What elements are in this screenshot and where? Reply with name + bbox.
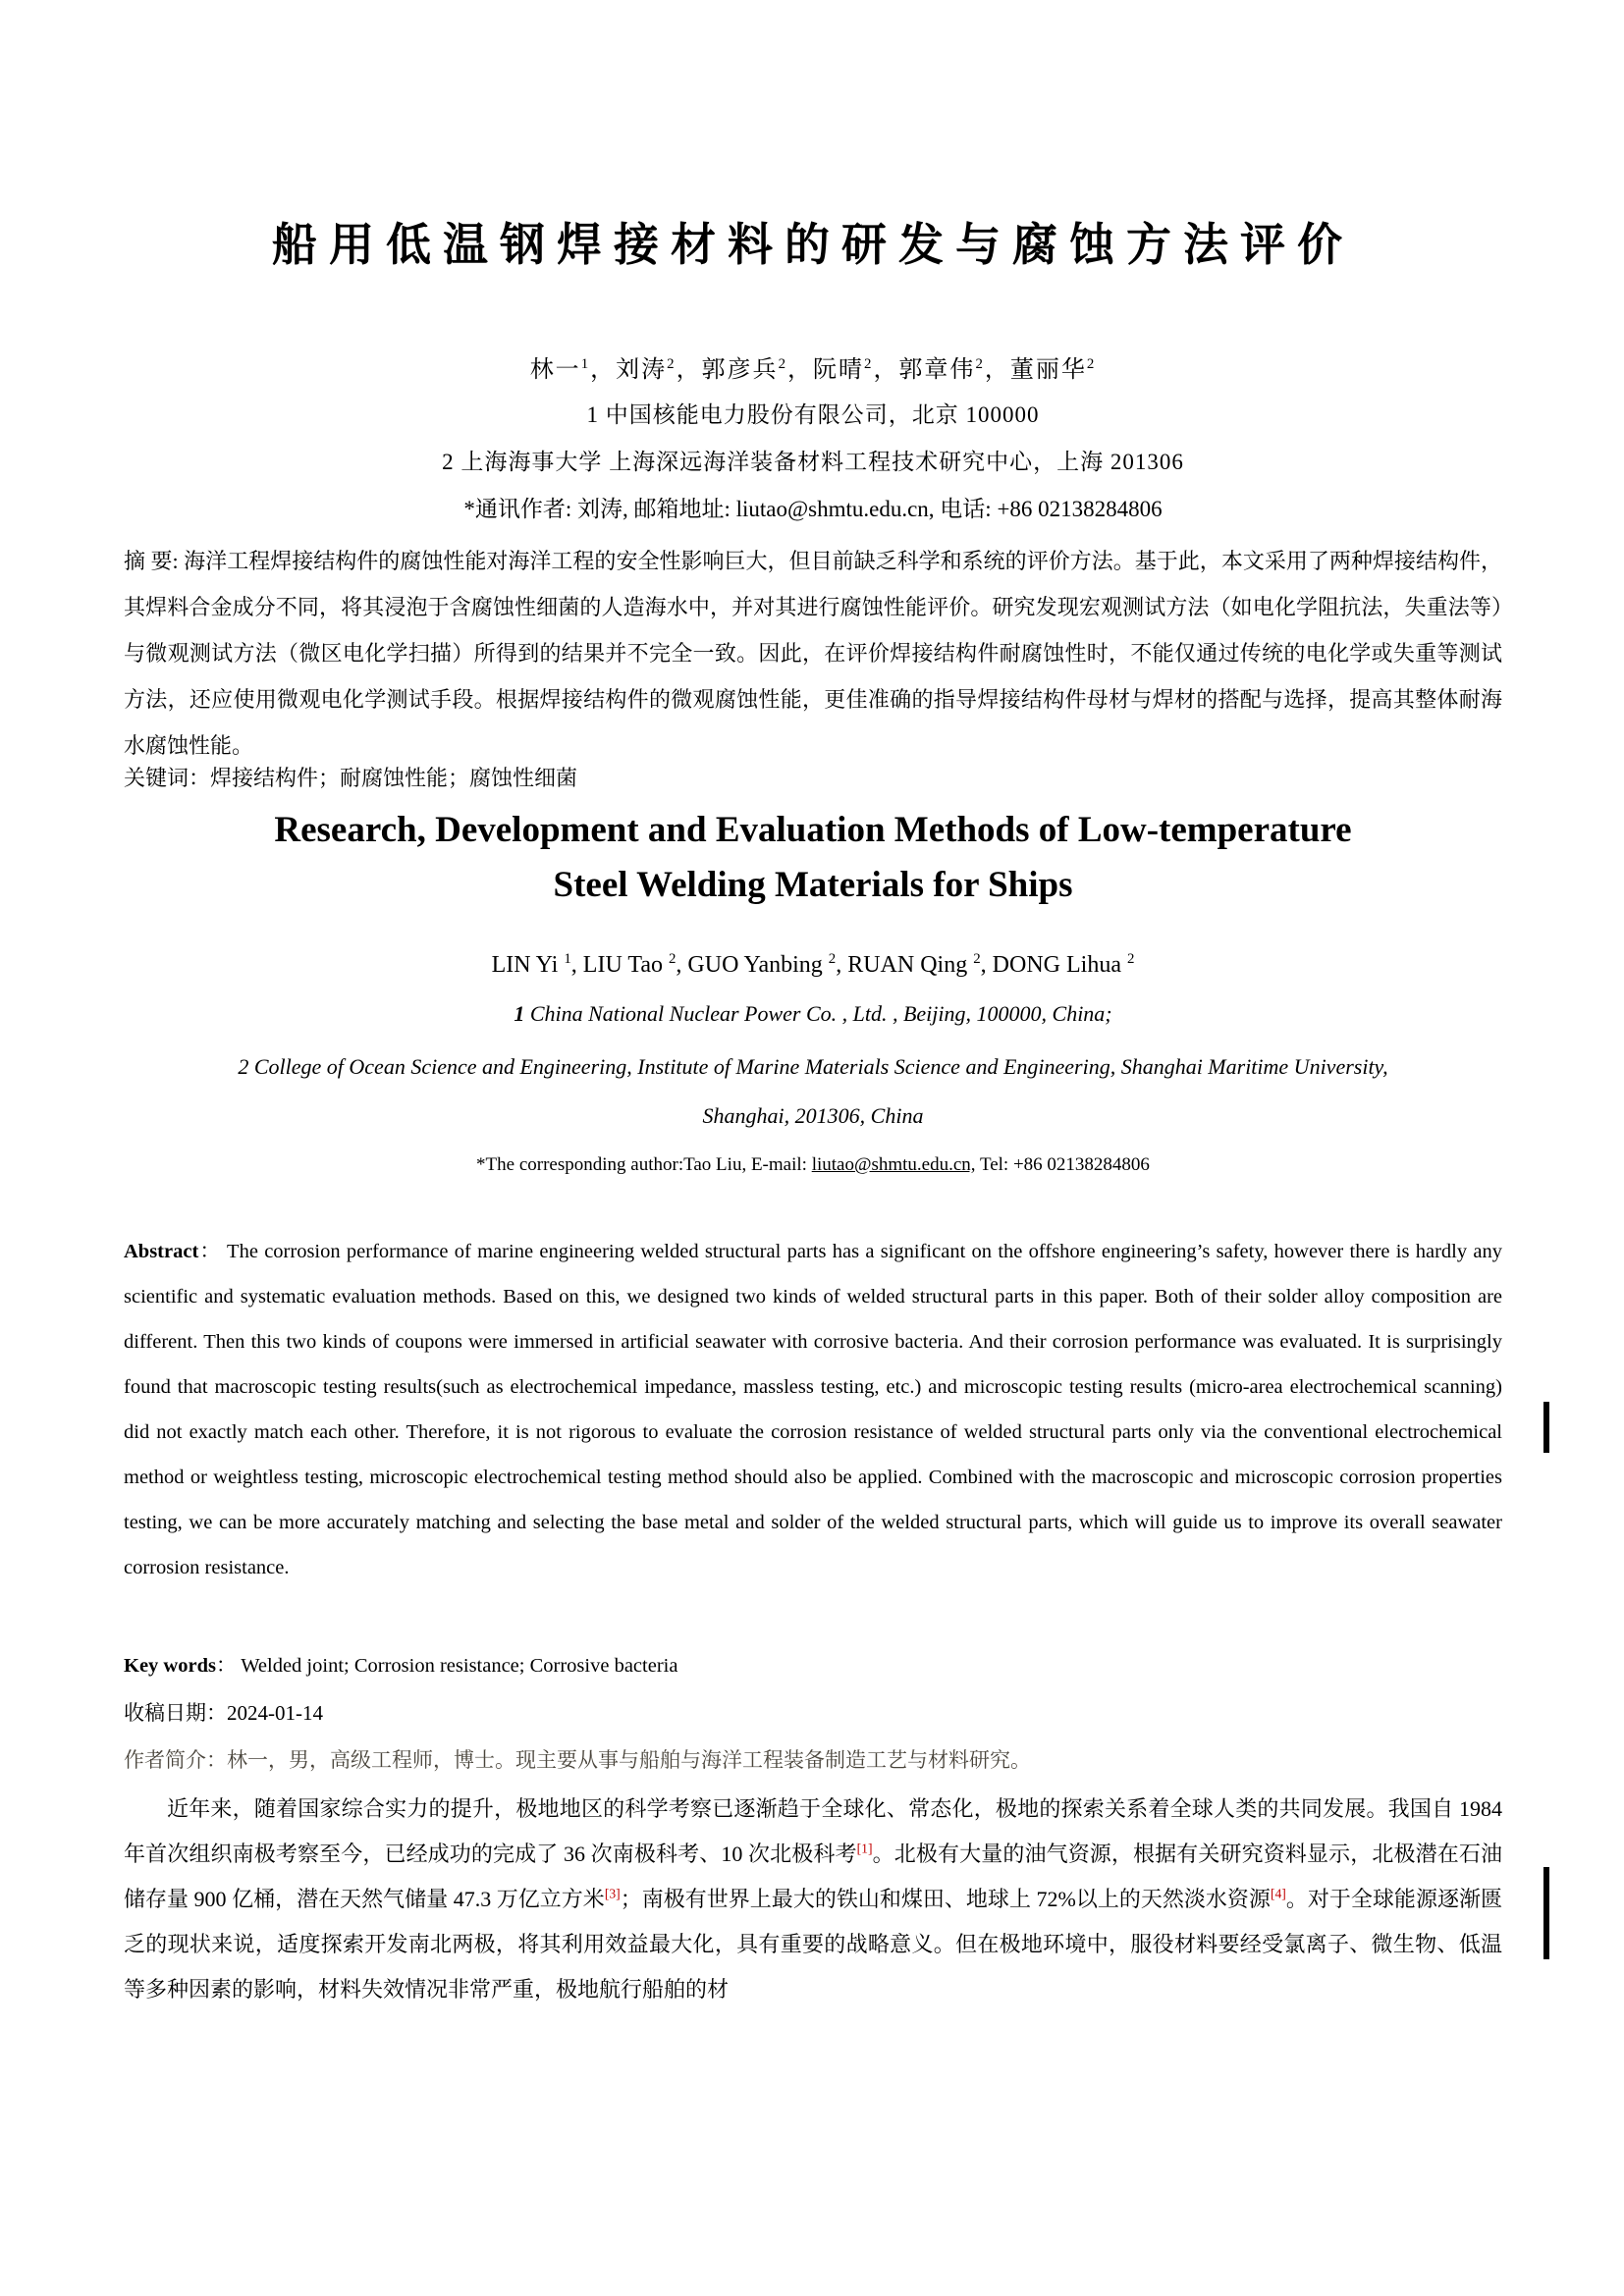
text-segment: 。对于全球能源逐渐匮乏的现状来说，适度探索开发南北两极，将其利用效益最大化，具有重要的战略意义。但在极地环境中，服役材料要经受氯离子、微生物、低温等多种因素的影响，材料失效情况非常严重，极地航行船舶的材 — [124, 1887, 1502, 2002]
english-title-line1: Research, Development and Evaluation Methods of Low-temperature — [274, 810, 1352, 850]
citation-superscript: 2 — [828, 951, 837, 967]
text-segment: ，董丽华 — [984, 357, 1087, 383]
english-abstract — [124, 1229, 1502, 1590]
text-segment: Shanghai, 201306, China — [702, 1103, 924, 1128]
citation-superscript: [4] — [1270, 1886, 1286, 1901]
citation-superscript: 2 — [1086, 356, 1097, 372]
text-segment: , RUAN Qing — [836, 952, 974, 978]
text-segment: 海洋工程焊接结构件的腐蚀性能对海洋工程的安全性影响巨大，但目前缺乏科学和系统的评价方法。基于此，本文采用了两种焊接结构件，其焊料合金成分不同，将其浸泡于含腐蚀性细菌的人造海水中，并对其进行腐蚀性能评价。研究发现宏观测试方法（如电化学阻抗法，失重法等）与微观测试方法（微区电化学扫描）所得到的结果并不完全一致。因此，在评价焊接结构件耐腐蚀性时，不能仅通过传统的电化学或失重等测试方法，还应使用微观电化学测试手段。根据焊接结构件的微观腐蚀性能，更佳准确的指导焊接结构件母材与焊材的搭配与选择，提高其整体耐海水腐蚀性能。 — [124, 549, 1502, 758]
text-segment: LIN Yi — [491, 952, 565, 978]
chinese-abstract — [124, 538, 1502, 769]
chinese-author-list — [124, 355, 1502, 385]
text-segment: ： The corrosion performance of marine engineering welded structural parts has a significant on the offshore engineering’s safety, however there is hardly any scientific and systematic evaluation methods. Based on this, we designed two kinds of welded structural parts in this paper. Both of their solder alloy composition are different. Then this two kinds of coupons were immersed in artificial seawater with corrosive bacteria. And their corrosion performance was evaluated. It is surprisingly found that macroscopic testing results(such as electrochemical impedance, massless testing, etc.) and microscopic testing results (micro-area electrochemical scanning) did not exactly match each other. Therefore, it is not rigorous to evaluate the corrosion resistance of welded structural parts only via the conventional electrochemical method or weightless testing, microscopic electrochemical testing method should also be applied. Combined with the macroscopic and microscopic corrosion properties testing, we can be more accurately matching and selecting the base metal and solder of the welded structural parts, which will guide us to improve its overall seawater corrosion resistance. — [124, 1241, 1502, 1578]
citation-superscript: 2 — [667, 356, 677, 372]
english-corresponding-author — [124, 1152, 1502, 1178]
chinese-title: 船用低温钢焊接材料的研发与腐蚀方法评价 — [272, 219, 1354, 270]
text-segment: Abstract — [124, 1241, 199, 1262]
chinese-affiliation-2: 2 上海海事大学 上海深远海洋装备材料工程技术研究中心，上海 201306 — [442, 450, 1184, 474]
citation-superscript: [3] — [604, 1886, 621, 1901]
english-affiliation-2 — [124, 1052, 1502, 1082]
text-segment: 1 — [514, 1001, 530, 1026]
text-segment: Tel: +86 02138284806 — [975, 1154, 1150, 1175]
citation-superscript: 2 — [973, 951, 981, 967]
revision-change-bar-1 — [1543, 1402, 1549, 1453]
email-link[interactable]: liutao@shmtu.edu.cn, — [811, 1154, 976, 1175]
citation-superscript: 2 — [1126, 951, 1135, 967]
text-segment: ，刘涛 — [590, 357, 668, 383]
text-segment: *The corresponding author:Tao Liu, E-mail: — [476, 1154, 812, 1175]
english-author-list — [124, 950, 1502, 980]
text-segment: 林一 — [529, 357, 581, 383]
english-title-line2: Steel Welding Materials for Ships — [553, 865, 1073, 905]
revision-change-bar-2 — [1543, 1867, 1549, 1959]
citation-superscript: 2 — [975, 356, 985, 372]
text-segment: ： Welded joint; Corrosion resistance; Corrosive bacteria — [215, 1655, 678, 1677]
text-segment: ，郭彦兵 — [676, 357, 779, 383]
text-segment: , LIU Tao — [570, 952, 669, 978]
text-segment: ；南极有世界上最大的铁山和煤田、地球上 72%以上的天然淡水资源 — [620, 1887, 1271, 1911]
author-bio: 作者简介：林一，男，高级工程师，博士。现主要从事与船舶与海洋工程装备制造工艺与材料研究。 — [124, 1748, 1031, 1772]
english-title — [124, 803, 1502, 913]
text-segment: 摘 要: — [124, 549, 185, 573]
text-segment: , GUO Yanbing — [676, 952, 829, 978]
text-segment: , DONG Lihua — [980, 952, 1127, 978]
text-segment: 2 College of Ocean Science and Engineering, Institute of Marine Materials Science and Engineering, Shanghai Maritime University, — [238, 1054, 1388, 1079]
english-affiliation-1 — [124, 999, 1502, 1029]
text-segment: China National Nuclear Power Co. , Ltd. , Beijing, 100000, China; — [529, 1001, 1112, 1026]
english-keywords — [124, 1651, 1502, 1681]
citation-superscript: 2 — [778, 356, 787, 372]
text-segment: ，郭章伟 — [873, 357, 976, 383]
text-segment: ，阮晴 — [787, 357, 864, 383]
citation-superscript: 1 — [564, 951, 571, 967]
citation-superscript: 1 — [580, 356, 591, 372]
citation-superscript: 2 — [668, 951, 677, 967]
citation-superscript: [1] — [856, 1841, 873, 1856]
english-affiliation-3 — [124, 1101, 1502, 1131]
text-segment: 。北极有大量的油气资源，根据有关研究资料显示，北极潜在石油储存量 900 亿桶，潜在天然气储量 47.3 万亿立方米 — [124, 1842, 1502, 1911]
citation-superscript: 2 — [864, 356, 874, 372]
body-paragraph — [124, 1787, 1502, 2012]
received-date: 收稿日期：2024-01-14 — [124, 1701, 323, 1725]
chinese-keywords: 关键词：焊接结构件；耐腐蚀性能；腐蚀性细菌 — [124, 766, 578, 790]
chinese-corresponding-author: *通讯作者: 刘涛, 邮箱地址: liutao@shmtu.edu.cn, 电话: +86 02138284806 — [463, 497, 1163, 521]
text-segment: 近年来，随着国家综合实力的提升，极地地区的科学考察已逐渐趋于全球化、常态化，极地的探索关系着全球人类的共同发展。我国自 1984 年首次组织南极考察至今，已经成功的完成了 36 次南极科考、10 次北极科考 — [124, 1796, 1502, 1866]
text-segment: Key words — [124, 1655, 216, 1677]
chinese-affiliation-1: 1 中国核能电力股份有限公司，北京 100000 — [586, 402, 1040, 427]
